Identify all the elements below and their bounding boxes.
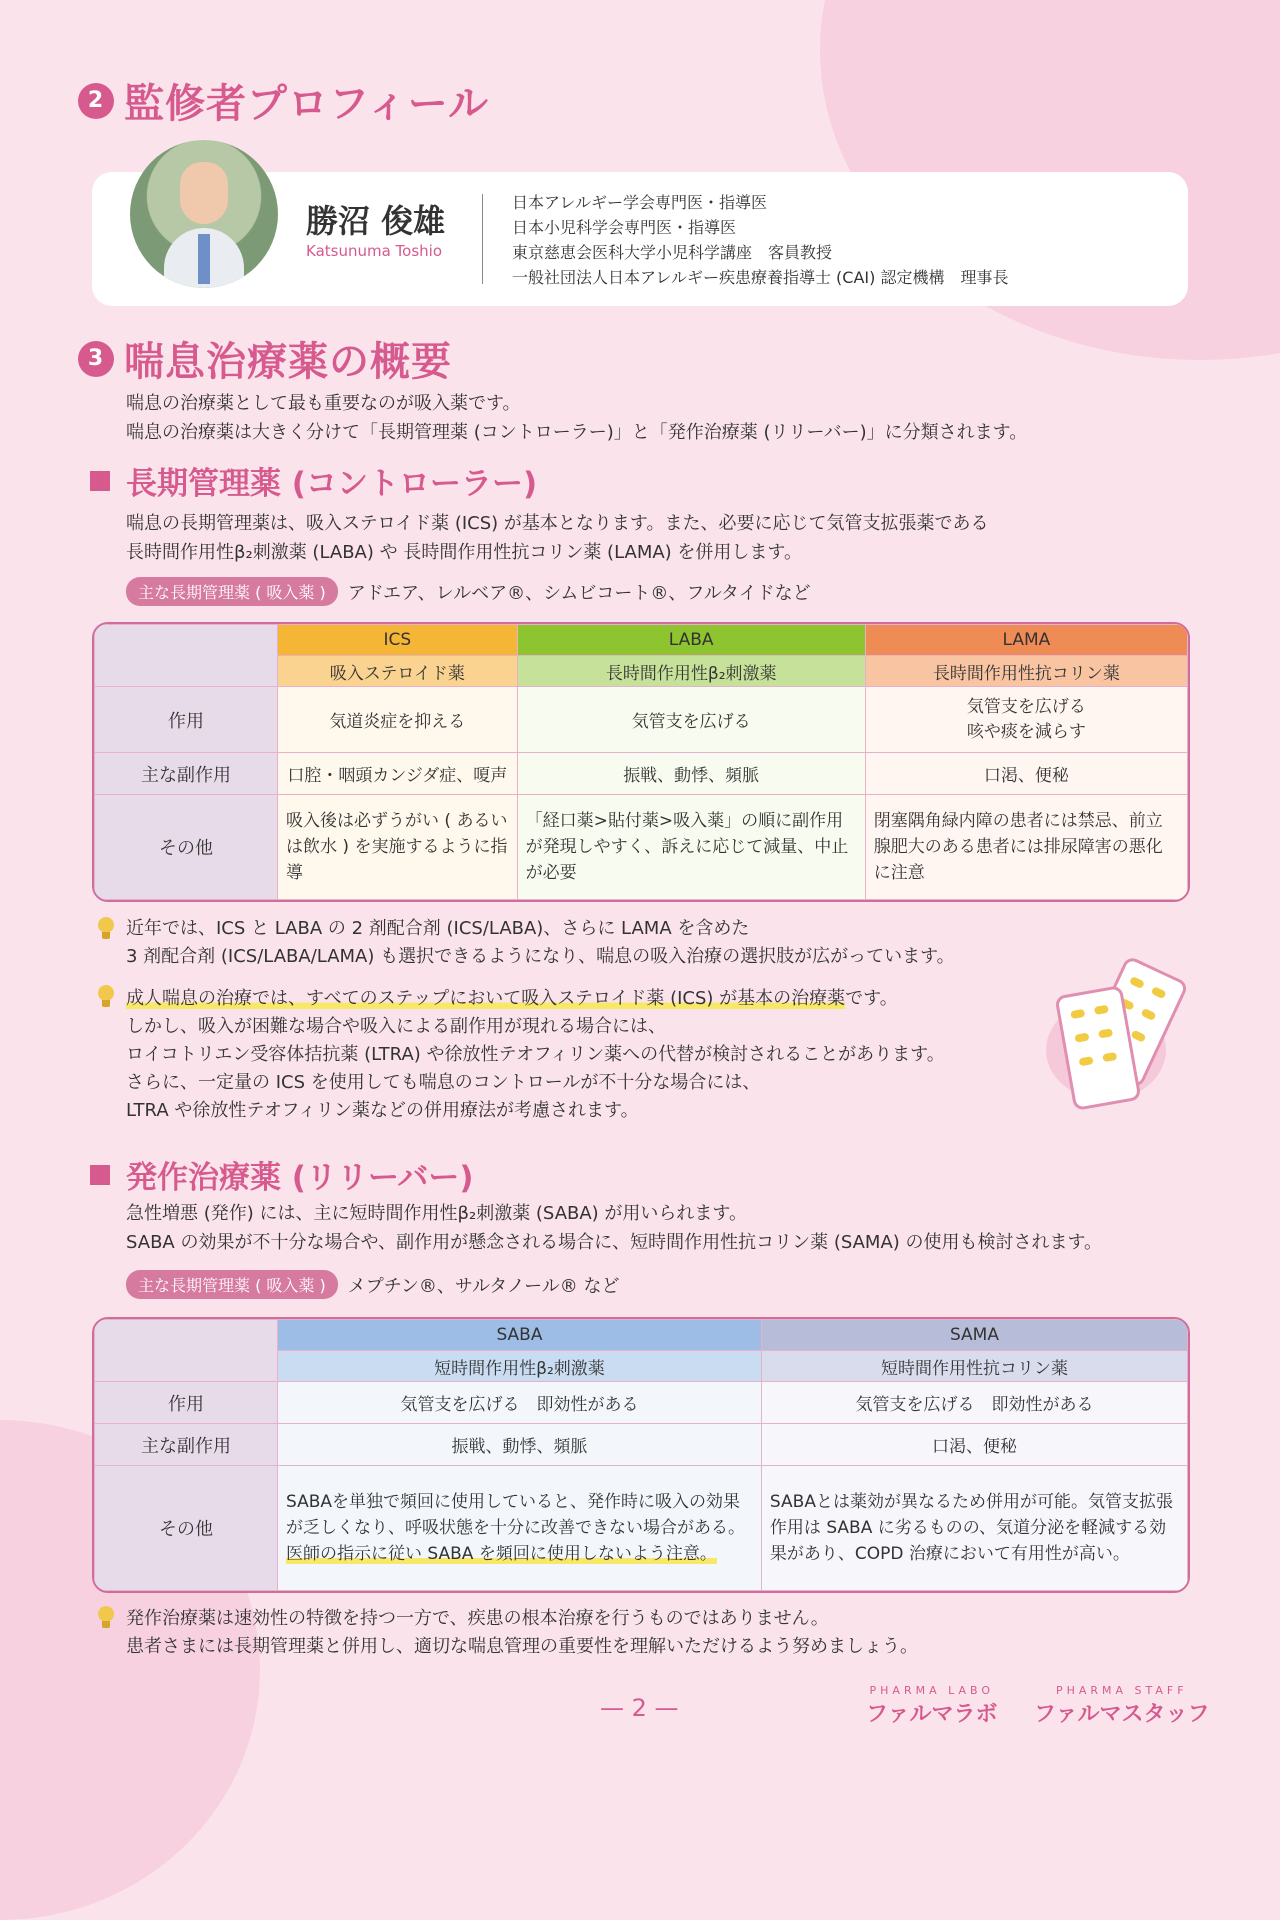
table-cell: 振戦、動悸、頻脈 <box>278 1424 762 1466</box>
credential-line: 一般社団法人日本アレルギー疾患療養指導士 (CAI) 認定機構 理事長 <box>512 268 1009 287</box>
column-subheader-saba: 短時間作用性β₂刺激薬 <box>278 1351 762 1382</box>
intro-line: 喘息の治療薬は大きく分けて「長期管理薬 (コントローラー)」と「発作治療薬 (リリーバー)」に分類されます。 <box>126 422 1028 443</box>
lightbulb-icon <box>98 985 114 1007</box>
credential-line: 日本小児科学会専門医・指導医 <box>512 218 737 237</box>
column-subheader-sama: 短時間作用性抗コリン薬 <box>761 1351 1187 1382</box>
note-line: しかし、吸入が困難な場合や吸入による副作用が現れる場合には、 <box>126 1016 666 1037</box>
note-adult-asthma <box>126 985 945 1125</box>
section-number-badge: 3 <box>78 341 114 377</box>
note-combination-drugs <box>126 915 955 971</box>
note-line: ロイコトリエン受容体拮抗薬 (LTRA) や徐放性テオフィリン薬への代替が検討されることがあります。 <box>126 1044 945 1065</box>
table-cell: 気道炎症を抑える <box>278 687 518 753</box>
drug-category-pill: 主な長期管理薬 ( 吸入薬 ) <box>126 1270 338 1299</box>
column-subheader-ics: 吸入ステロイド薬 <box>278 656 518 687</box>
controller-description <box>126 509 988 567</box>
highlighted-text: 医師の指示に従い SABA を頻回に使用しないよう注意。 <box>286 1544 717 1564</box>
pharma-labo-logo <box>866 1684 998 1728</box>
drug-names: アドエア、レルベア®、シムビコート®、フルタイドなど <box>347 582 811 604</box>
note-line: LTRA や徐放性テオフィリン薬などの併用療法が考慮されます。 <box>126 1100 639 1121</box>
table-cell-sama-other: SABAとは薬効が異なるため併用が可能。気管支拡張作用は SABA に劣るものの、気道分泌を軽減する効果があり、COPD 治療において有用性が高い。 <box>761 1466 1187 1591</box>
logo-big-text: ファルマスタッフ <box>1034 1702 1210 1727</box>
table-cell: 気管支を広げる 咳や痰を減らす <box>865 687 1187 753</box>
table-cell: 吸入後は必ずうがい ( あるいは飲水 ) を実施するように指導 <box>278 795 518 900</box>
cell-text: SABAを単独で頻回に使用していると、発作時に吸入の効果が乏しくなり、呼吸状態を十分に改善できない場合がある。 <box>286 1492 745 1538</box>
column-subheader-laba: 長時間作用性β₂刺激薬 <box>517 656 865 687</box>
reliever-heading-text: 発作治療薬 (リリーバー) <box>126 1160 474 1196</box>
description-line: 急性増悪 (発作) には、主に短時間作用性β₂刺激薬 (SABA) が用いられます。 <box>126 1203 747 1224</box>
table-cell: 閉塞隅角緑内障の患者には禁忌、前立腺肥大のある患者には排尿障害の悪化に注意 <box>865 795 1187 900</box>
logo-big-text: ファルマラボ <box>866 1702 998 1727</box>
column-header-laba: LABA <box>517 625 865 656</box>
highlighted-text: 成人喘息の治療では、すべてのステップにおいて吸入ステロイド薬 (ICS) が基本の治療薬 <box>126 988 846 1009</box>
table-cell: 振戦、動悸、頻脈 <box>517 753 865 795</box>
table-cell: 口渇、便秘 <box>865 753 1187 795</box>
note-line: 3 剤配合剤 (ICS/LABA/LAMA) も選択できるようになり、喘息の吸入治療の選択肢が広がっています。 <box>126 946 955 967</box>
reliever-drug-examples <box>126 1270 620 1299</box>
description-line: 長時間作用性β₂刺激薬 (LABA) や 長時間作用性抗コリン薬 (LAMA) を併用します。 <box>126 542 802 563</box>
section-2-title <box>78 72 489 129</box>
note-line: さらに、一定量の ICS を使用しても喘息のコントロールが不十分な場合には、 <box>126 1072 761 1093</box>
supervisor-name: 勝沼 俊雄 <box>306 202 446 240</box>
note-text: です。 <box>845 988 898 1009</box>
description-line: 喘息の長期管理薬は、吸入ステロイド薬 (ICS) が基本となります。また、必要に応じて気管支拡張薬である <box>126 513 989 534</box>
note-line: 患者さまには長期管理薬と併用し、適切な喘息管理の重要性を理解いただけるよう努めましょう。 <box>126 1636 918 1657</box>
section-3-title <box>78 330 452 387</box>
column-subheader-lama: 長時間作用性抗コリン薬 <box>865 656 1187 687</box>
section-number-badge: 2 <box>78 83 114 119</box>
controller-table <box>92 622 1190 902</box>
lightbulb-icon <box>98 1606 114 1628</box>
supervisor-name-en: Katsunuma Toshio <box>306 242 443 260</box>
section-title-text: 喘息治療薬の概要 <box>124 339 452 385</box>
row-header-action: 作用 <box>95 1382 278 1424</box>
table-cell-saba-other <box>278 1466 762 1591</box>
pharma-staff-logo <box>1034 1684 1210 1728</box>
logo-small-text: PHARMA LABO <box>869 1684 995 1697</box>
column-header-saba: SABA <box>278 1320 762 1351</box>
controller-drug-examples <box>126 577 811 606</box>
table-corner <box>95 625 278 687</box>
heading-square-icon <box>90 471 110 491</box>
row-header-side-effects: 主な副作用 <box>95 753 278 795</box>
intro-line: 喘息の治療薬として最も重要なのが吸入薬です。 <box>126 393 521 414</box>
table-cell: 「経口薬>貼付薬>吸入薬」の順に副作用が発現しやすく、訴えに応じて減量、中止が必要 <box>517 795 865 900</box>
logo-small-text: PHARMA STAFF <box>1055 1684 1188 1697</box>
table-cell: 気管支を広げる 即効性がある <box>761 1382 1187 1424</box>
intro-text <box>126 389 1027 447</box>
reliever-table <box>92 1317 1190 1593</box>
note-line: 発作治療薬は速効性の特徴を持つ一方で、疾患の根本治療を行うものではありません。 <box>126 1608 829 1629</box>
controller-heading-text: 長期管理薬 (コントローラー) <box>126 466 538 502</box>
credential-line: 日本アレルギー学会専門医・指導医 <box>512 193 767 212</box>
page-number: — 2 — <box>600 1694 679 1722</box>
reliever-heading <box>90 1152 474 1197</box>
table-corner <box>95 1320 278 1382</box>
note-line: 近年では、ICS と LABA の 2 剤配合剤 (ICS/LABA)、さらに LAMA を含めた <box>126 918 750 939</box>
credential-line: 東京慈恵会医科大学小児科学講座 客員教授 <box>512 243 833 262</box>
drug-names: メプチン®、サルタノール® など <box>347 1275 620 1297</box>
row-header-side-effects: 主な副作用 <box>95 1424 278 1466</box>
supervisor-credentials <box>512 190 1008 290</box>
section-title-text: 監修者プロフィール <box>124 81 489 127</box>
table-cell: 口渇、便秘 <box>761 1424 1187 1466</box>
table-cell: 気管支を広げる 即効性がある <box>278 1382 762 1424</box>
profile-divider <box>482 194 483 284</box>
note-reliever-caution <box>126 1605 918 1661</box>
table-cell: 気管支を広げる <box>517 687 865 753</box>
row-header-other: その他 <box>95 1466 278 1591</box>
column-header-sama: SAMA <box>761 1320 1187 1351</box>
table-cell: 口腔・咽頭カンジダ症、嗄声 <box>278 753 518 795</box>
row-header-other: その他 <box>95 795 278 900</box>
description-line: SABA の効果が不十分な場合や、副作用が懸念される場合に、短時間作用性抗コリン薬 (SAMA) の使用も検討されます。 <box>126 1232 1103 1253</box>
drug-category-pill: 主な長期管理薬 ( 吸入薬 ) <box>126 577 338 606</box>
column-header-lama: LAMA <box>865 625 1187 656</box>
lightbulb-icon <box>98 917 114 939</box>
pill-pack-illustration <box>1040 960 1190 1100</box>
column-header-ics: ICS <box>278 625 518 656</box>
heading-square-icon <box>90 1165 110 1185</box>
controller-heading <box>90 458 537 503</box>
row-header-action: 作用 <box>95 687 278 753</box>
supervisor-photo <box>130 140 278 288</box>
reliever-description <box>126 1199 1102 1257</box>
